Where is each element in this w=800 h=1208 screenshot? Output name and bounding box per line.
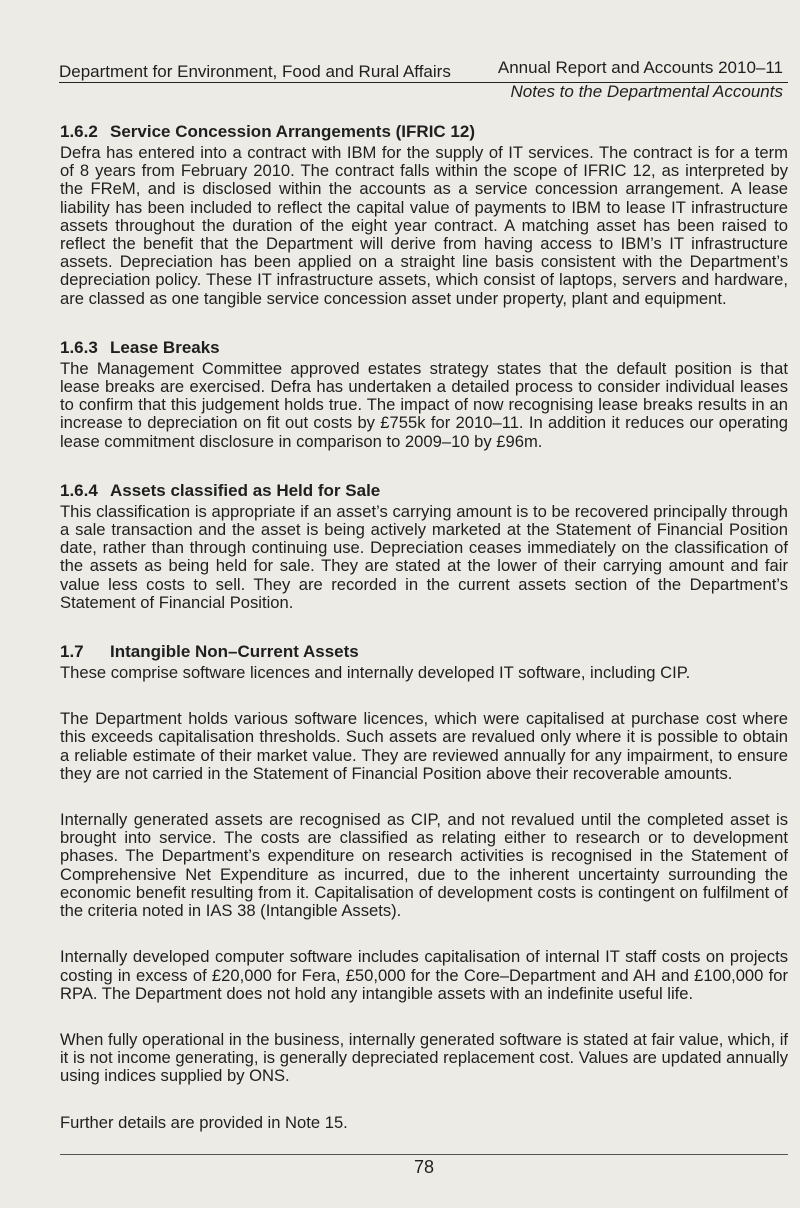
paragraph: When fully operational in the business, internally generated software is stated at fair value, which, if it is not income generating, is generally depreciated replacement cost. Values are updated annually using indices supplied by ONS.	[60, 1029, 788, 1086]
paragraph: This classification is appropriate if an asset’s carrying amount is to be recovered principally through a sale transaction and the asset is being actively marketed at the Statement of Financial Position date, rather than through continuing use. Depreciation ceases immediately on the classification of the assets as being held for sale. They are stated at the lower of their carrying amount and fair value less costs to sell. They are recorded in the current assets section of the Department’s Statement of Financial Position.	[60, 501, 788, 612]
section-title: Assets classified as Held for Sale	[110, 480, 381, 500]
paragraph: Internally generated assets are recognised as CIP, and not revalued until the completed asset is brought into service. The costs are classified as relating either to research or to development phases. The Department’s expenditure on research activities is recognised in the Statement of Comprehensive Net Expenditure as incurred, due to the inherent uncertainty surrounding the economic benefit resulting from it. Capitalisation of development costs is contingent on fulfilment of the criteria noted in IAS 38 (Intangible Assets).	[60, 810, 788, 921]
section-intangible-assets	[60, 642, 788, 1132]
section-heading	[60, 338, 788, 358]
page-body	[60, 122, 788, 1162]
header-section-title: Notes to the Departmental Accounts	[510, 82, 783, 101]
section-held-for-sale	[60, 481, 788, 612]
section-number: 1.6.4	[60, 480, 98, 500]
section-heading	[60, 122, 788, 142]
paragraph: The Department holds various software licences, which were capitalised at purchase cost where this exceeds capitalisation thresholds. Such assets are revalued only where it is possible to obtain a reliable estimate of their market value. They are reviewed annually for any impairment, to ensure they are not carried in the Statement of Financial Position above their recoverable amounts.	[60, 709, 788, 783]
header-department: Department for Environment, Food and Rural Affairs	[59, 62, 451, 81]
page-number: 78	[413, 1157, 435, 1177]
footer-rule	[60, 1154, 788, 1155]
section-title: Lease Breaks	[110, 337, 220, 357]
section-service-concession	[60, 122, 788, 308]
header-report-title: Annual Report and Accounts 2010–11	[497, 58, 783, 77]
section-title: Service Concession Arrangements (IFRIC 12)	[110, 122, 475, 141]
section-number: 1.7	[60, 642, 84, 662]
paragraph: These comprise software licences and internally developed IT software, including CIP.	[60, 663, 691, 683]
section-heading	[60, 481, 788, 501]
paragraph: The Management Committee approved estates strategy states that the default position is that lease breaks are exercised. Defra has undertaken a detailed process to consider individual leases to confirm that this judgement holds true. The impact of now recognising lease breaks results in an increase to depreciation on fit out costs by £755k for 2010–11. In addition it reduces our operating lease commitment disclosure in comparison to 2009–10 by £96m.	[60, 358, 788, 451]
paragraph: Internally developed computer software includes capitalisation of internal IT staff costs on projects costing in excess of £20,000 for Fera, £50,000 for the Core–Department and AH and £100,000 for RPA. The Department does not hold any intangible assets with an indefinite useful life.	[60, 947, 788, 1003]
paragraph: Defra has entered into a contract with IBM for the supply of IT services. The contract is for a term of 8 years from February 2010. The contract falls within the scope of IFRIC 12, as interpreted by the FReM, and is disclosed within the accounts as a service concession arrangement. A lease liability has been included to reflect the capital value of payments to IBM to lease IT infrastructure assets throughout the duration of the eight year contract. A matching asset has been raised to reflect the benefit that the Department will derive from having access to IBM’s IT infrastructure assets. Depreciation has been applied on a straight line basis consistent with the Department’s depreciation policy. These IT infrastructure assets, which consist of laptops, servers and hardware, are classed as one tangible service concession asset under property, plant and equipment.	[60, 143, 788, 308]
paragraph: Further details are provided in Note 15.	[60, 1112, 348, 1132]
section-title: Intangible Non–Current Assets	[110, 642, 359, 662]
section-heading	[60, 642, 788, 662]
section-number: 1.6.2	[60, 122, 98, 141]
section-number: 1.6.3	[60, 337, 98, 357]
section-lease-breaks	[60, 338, 788, 451]
